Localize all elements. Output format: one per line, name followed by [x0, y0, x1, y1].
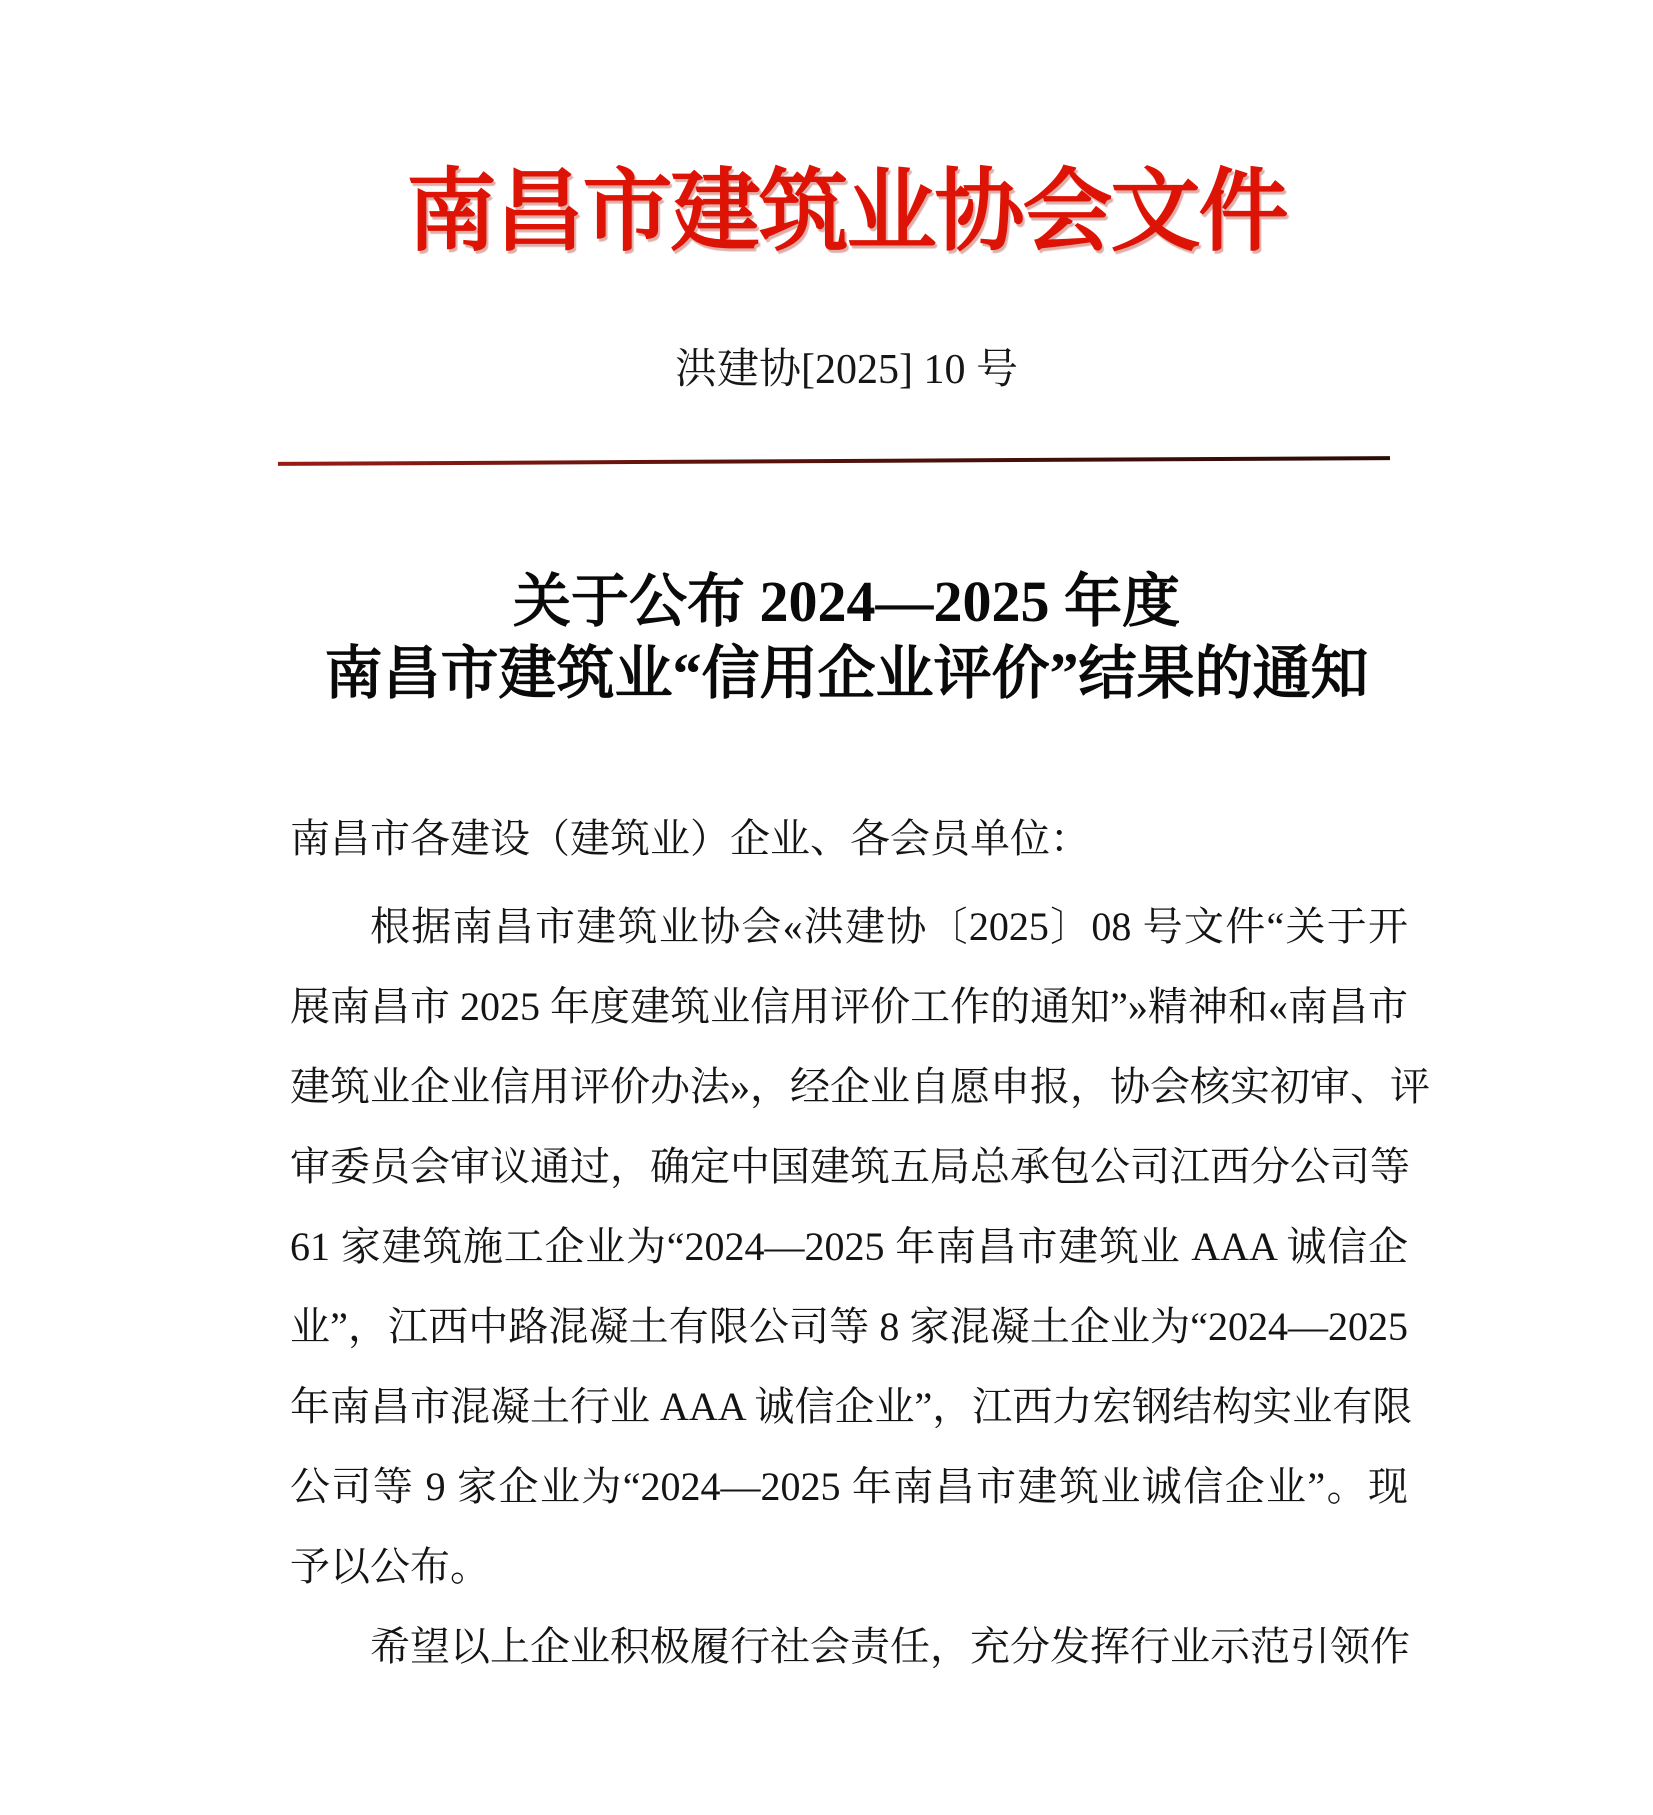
paragraph1-line-6: 业”，江西中路混凝土有限公司等 8 家混凝土企业为“2024—2025 — [290, 1304, 1408, 1349]
paragraph1-line-3: 建筑业企业信用评价办法»，经企业自愿申报，协会核实初审、评 — [290, 1064, 1430, 1109]
masthead-divider-rule — [278, 456, 1390, 466]
salutation-line: 南昌市各建设（建筑业）企业、各会员单位： — [290, 816, 1090, 861]
paragraph1-line-4: 审委员会审议通过，确定中国建筑五局总承包公司江西分公司等 — [290, 1144, 1410, 1189]
paragraph1-line-9: 予以公布。 — [290, 1544, 490, 1589]
paragraph1-line-1: 根据南昌市建筑业协会«洪建协〔2025〕08 号文件“关于开 — [370, 904, 1408, 949]
masthead-org-title: 南昌市建筑业协会文件 — [406, 163, 1287, 262]
document-title-line-1: 关于公布 2024—2025 年度 — [512, 569, 1180, 634]
paragraph1-line-7: 年南昌市混凝土行业 AAA 诚信企业”，江西力宏钢结构实业有限 — [290, 1384, 1413, 1429]
paragraph1-line-2: 展南昌市 2025 年度建筑业信用评价工作的通知”»精神和«南昌市 — [290, 984, 1408, 1029]
document-title-line-2: 南昌市建筑业“信用企业评价”结果的通知 — [324, 641, 1369, 706]
paragraph2-line-1: 希望以上企业积极履行社会责任，充分发挥行业示范引领作 — [370, 1624, 1410, 1669]
paragraph1-line-8: 公司等 9 家企业为“2024—2025 年南昌市建筑业诚信企业”。现 — [290, 1464, 1408, 1509]
document-number: 洪建协[2025] 10 号 — [675, 347, 1018, 393]
document-title — [40, 566, 1653, 710]
document-body — [290, 799, 1430, 1687]
paragraph1-line-5: 61 家建筑施工企业为“2024—2025 年南昌市建筑业 AAA 诚信企 — [290, 1224, 1408, 1269]
